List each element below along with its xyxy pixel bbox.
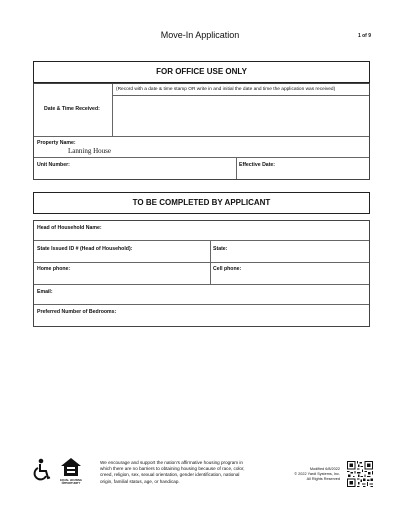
unit-number-field[interactable] [34, 158, 236, 179]
phone-row [34, 263, 369, 285]
office-use-header: FOR OFFICE USE ONLY [33, 61, 370, 83]
equal-housing-text: EQUAL HOUSING OPPORTUNITY [60, 479, 82, 485]
applicant-header: TO BE COMPLETED BY APPLICANT [33, 192, 370, 214]
home-phone-label: Home phone: [37, 266, 71, 272]
email-label: Email: [37, 289, 53, 295]
rights-text: All Rights Reserved [306, 477, 340, 481]
copyright-block [270, 467, 340, 482]
state-id-row [34, 241, 369, 263]
page-number: 1 of 9 [357, 33, 371, 39]
date-time-field[interactable] [114, 97, 367, 134]
head-household-label: Head of Household Name: [37, 225, 102, 231]
date-time-row [34, 84, 369, 137]
state-id-field[interactable] [34, 241, 210, 262]
wheelchair-icon [33, 458, 53, 482]
footer [0, 455, 400, 495]
cell-phone-field[interactable] [211, 263, 369, 284]
cell-phone-label: Cell phone: [213, 266, 242, 272]
email-row[interactable] [34, 285, 369, 305]
qr-code [347, 461, 373, 487]
page-title: Move-In Application [160, 30, 240, 40]
property-name-value: Lanning House [68, 147, 111, 155]
modified-date: Modified 6/8/2022 [309, 467, 340, 471]
record-note: (Record with a date & time stamp OR write in and initial the date and time the application was received) [116, 87, 336, 92]
home-phone-field[interactable] [34, 263, 210, 284]
equal-housing-icon [60, 457, 82, 477]
state-field[interactable] [211, 241, 369, 262]
date-time-label: Date & Time Received: [44, 106, 100, 112]
applicant-form [33, 220, 370, 327]
unit-number-label: Unit Number: [37, 162, 70, 168]
bedrooms-row[interactable] [34, 305, 369, 326]
bedrooms-label: Preferred Number of Bedrooms: [37, 309, 117, 315]
property-row[interactable] [34, 137, 369, 158]
effective-date-label: Effective Date: [239, 162, 276, 168]
unit-row [34, 158, 369, 179]
office-use-form [33, 83, 370, 180]
affirmative-housing-statement: We encourage and support the nation's affirmative housing program in which there are no barriers to obtaining housing because of race, color, creed, religion, sex, sexual orientation, gender identification, national origin, familial status, age, or handicap. [100, 460, 245, 484]
state-id-label: State Issued ID # (Head of Household): [37, 246, 133, 252]
effective-date-field[interactable] [237, 158, 369, 179]
head-household-row[interactable] [34, 221, 369, 241]
copyright-text: © 2022 Yardi Systems, Inc. [294, 472, 340, 476]
property-name-label: Property Name: [37, 140, 76, 146]
state-label: State: [213, 246, 228, 252]
